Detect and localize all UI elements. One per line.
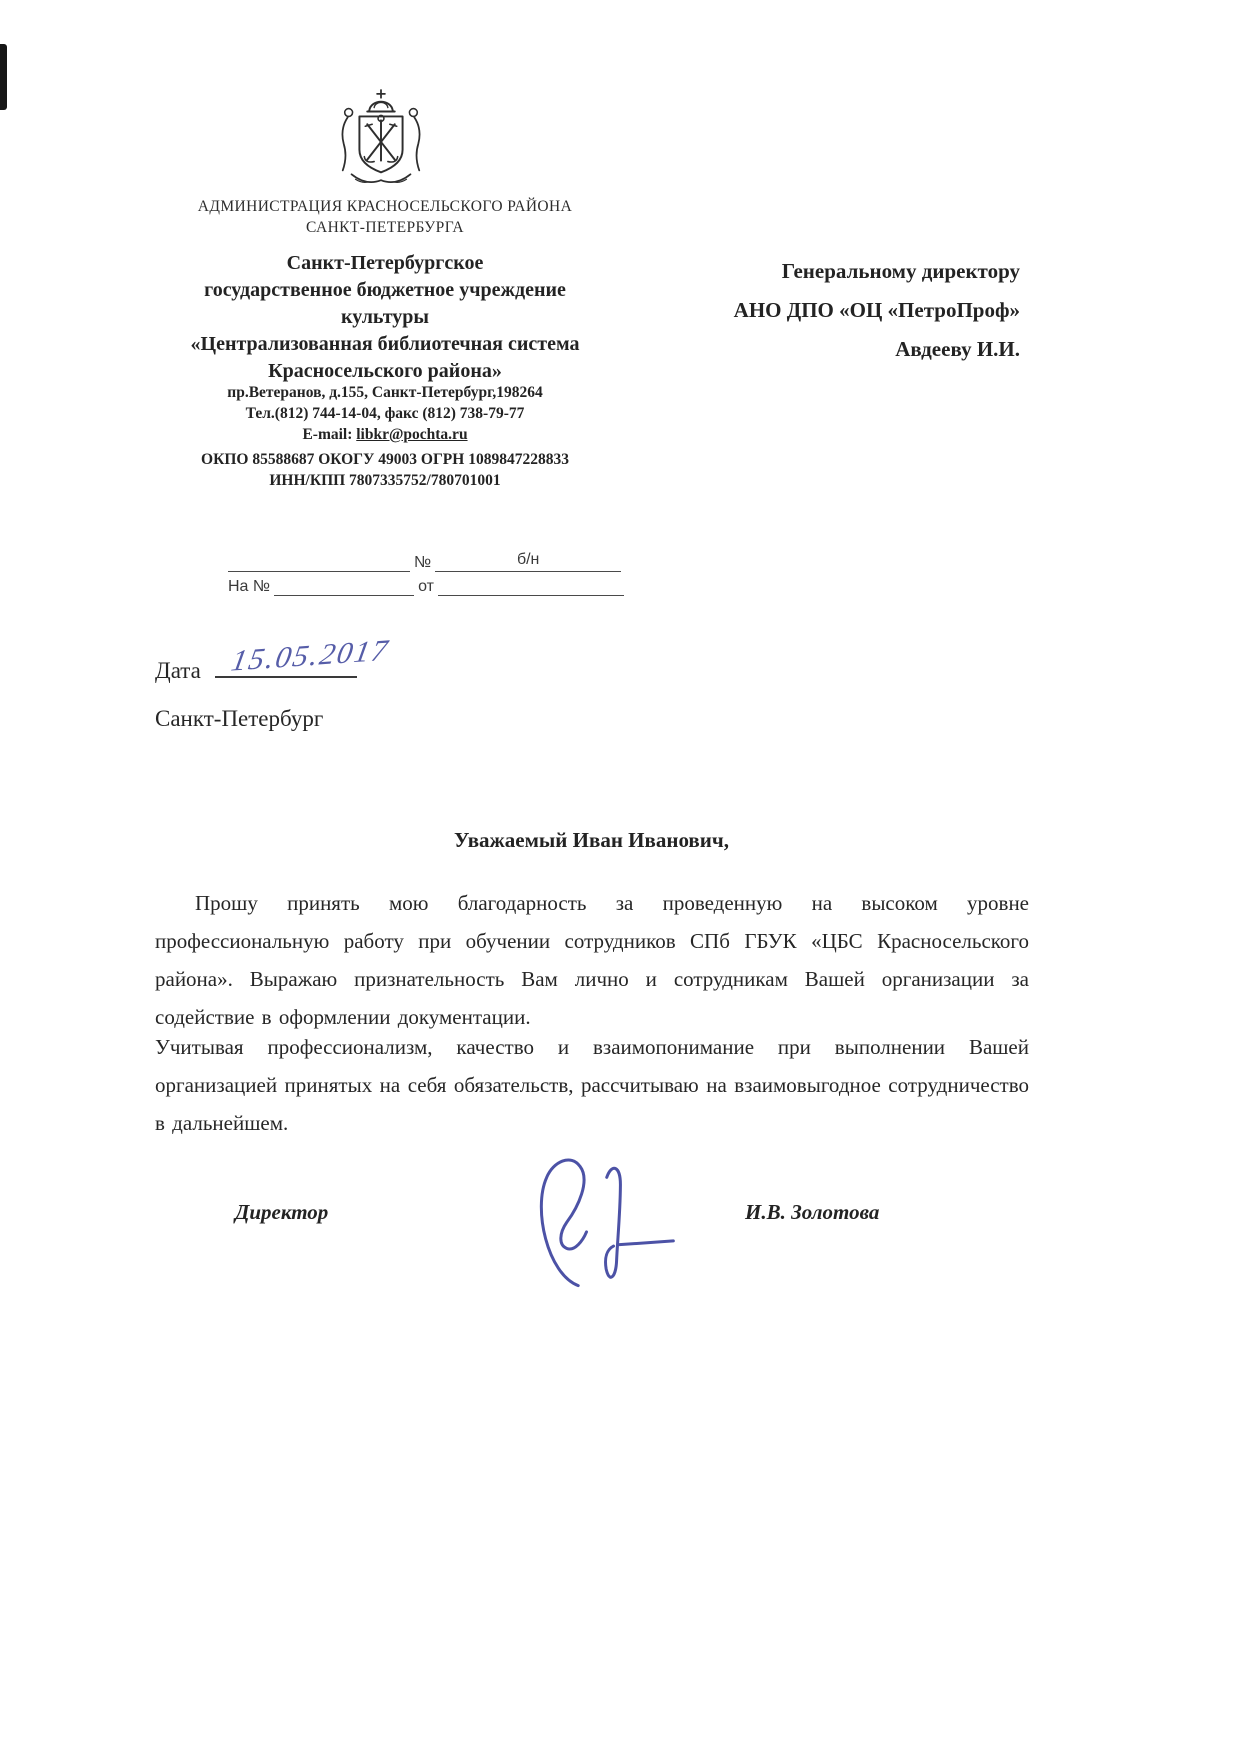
okpo-ogrn-line: ОКПО 85588687 ОКОГУ 49003 ОГРН 1089847228833: [201, 451, 569, 468]
body-paragraph-2: Учитывая профессионализм, качество и взаимопонимание при выполнении Вашей организацией принятых на себя обязательств, рассчитываю на взаимовыгодное сотрудничество в дальнейшем.: [155, 1035, 1029, 1135]
date-label: Дата: [155, 658, 201, 683]
incoming-number-row: [228, 572, 648, 596]
administration-heading: [120, 196, 650, 238]
postal-address: пр.Ветеранов, д.155, Санкт-Петербург,198264: [227, 384, 543, 401]
from-label: от: [418, 578, 434, 595]
outgoing-number-row: [228, 548, 648, 572]
reference-form: [228, 548, 648, 596]
handwritten-date: 15.05.2017: [228, 633, 392, 678]
salutation: Уважаемый Иван Иванович,: [454, 828, 729, 852]
contact-block: [140, 382, 630, 445]
city-name: Санкт-Петербург: [155, 706, 324, 731]
recipient-person: Авдееву И.И.: [895, 337, 1020, 361]
scan-edge-artifact: [0, 44, 7, 110]
organization-name: [110, 250, 660, 385]
coat-of-arms-icon: [322, 88, 440, 190]
org-line: культуры: [340, 306, 430, 328]
org-line: Красносельского района»: [268, 360, 502, 382]
handwritten-signature: [512, 1142, 687, 1307]
email-label: E-mail:: [302, 426, 357, 443]
signer-title: Директор: [235, 1200, 329, 1224]
outgoing-number-blank: [228, 551, 410, 572]
recipient-block: [590, 252, 1020, 369]
registration-codes: [130, 449, 640, 491]
email-address: libkr@pochta.ru: [356, 426, 468, 443]
org-line: государственное бюджетное учреждение: [204, 279, 566, 301]
org-line: Санкт-Петербургское: [286, 252, 484, 274]
number-label: №: [414, 554, 432, 571]
incoming-date-blank: [438, 575, 624, 596]
org-line: «Централизованная библиотечная система: [190, 333, 580, 355]
date-row: [155, 633, 392, 684]
email-line: [140, 424, 630, 445]
phone-fax: Тел.(812) 744-14-04, факс (812) 738-79-77: [245, 405, 525, 422]
recipient-title: Генеральному директору: [781, 259, 1020, 283]
body-paragraph-1: Прошу принять мою благодарность за проведенную на высоком уровне профессиональную работу при обучении сотрудников СПб ГБУК «ЦБС Красносельского района». Выражаю признательность Вам лично и сотрудникам Вашей организации за содействие в оформлении документации.: [155, 891, 1029, 1029]
administration-line2: САНКТ-ПЕТЕРБУРГА: [306, 219, 464, 236]
administration-line1: АДМИНИСТРАЦИЯ КРАСНОСЕЛЬСКОГО РАЙОНА: [197, 198, 573, 215]
recipient-organization: АНО ДПО «ОЦ «ПетроПроф»: [733, 298, 1020, 322]
signer-name: И.В. Золотова: [745, 1200, 880, 1224]
on-number-label: На №: [228, 578, 271, 595]
incoming-number-blank: [274, 575, 414, 596]
inn-kpp-line: ИНН/КПП 7807335752/780701001: [269, 472, 501, 489]
outgoing-number-value: б/н: [435, 551, 621, 572]
